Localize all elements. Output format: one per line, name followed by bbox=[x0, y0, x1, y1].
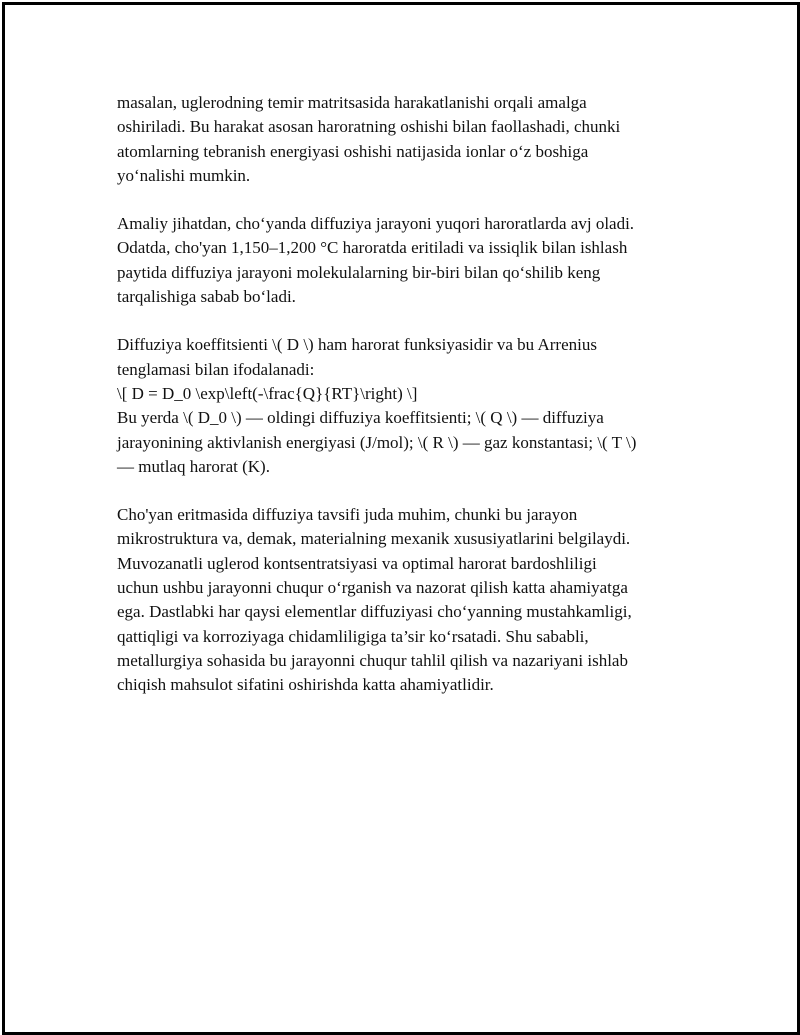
paragraph-practical-diffusion: Amaliy jihatdan, cho‘yanda diffuziya jarayoni yuqori haroratlarda avj oladi. Odatda, cho'yan 1,150–1,200 °C haroratda eritiladi va issiqlik bilan ishlash paytida diffuziya jarayoni molekulalarning bir-biri bilan qo‘shilib keng tarqalishiga sabab bo‘ladi. bbox=[117, 214, 635, 307]
paragraph-arrhenius-equation: Diffuziya koeffitsienti \( D \) ham harorat funksiyasidir va bu Arrenius tenglamasi bilan ifodalanadi: \[ D = D_0 \exp\left(-\frac{Q}{RT}\right) \] Bu yerda \( D_0 \) — oldingi diffuziya koeffitsienti; \( Q \) — diffuziya jarayonining aktivlanish energiyasi (J/mol); \( R \) — gaz konstantasi; \( T \) — mutlaq harorat (K). bbox=[117, 335, 637, 476]
paragraph-conclusion: Cho'yan eritmasida diffuziya tavsifi juda muhim, chunki bu jarayon mikrostruktura va, demak, materialning mexanik xususiyatlarini belgilaydi. Muvozanatli uglerod kontsentratsiyasi va optimal harorat bardoshliligi uchun ushbu jarayonni chuqur o‘rganish va nazorat qilish katta ahamiyatga ega. Dastlabki har qaysi elementlar diffuziyasi cho‘yanning mustahkamligi, qattiqligi va korroziyaga chidamliligiga ta’sir ko‘rsatadi. Shu sababli, metallurgiya sohasida bu jarayonni chuqur tahlil qilish va nazariyani ishlab chiqish mahsulot sifatini oshirishda katta ahamiyatlidir. bbox=[117, 505, 632, 695]
document-body bbox=[117, 91, 692, 722]
paragraph-carbon-movement: masalan, uglerodning temir matritsasida harakatlanishi orqali amalga oshiriladi. Bu harakat asosan haroratning oshishi bilan faollashadi, chunki atomlarning tebranish energiyasi oshishi natijasida ionlar o‘z boshiga yo‘nalishi mumkin. bbox=[117, 93, 621, 185]
